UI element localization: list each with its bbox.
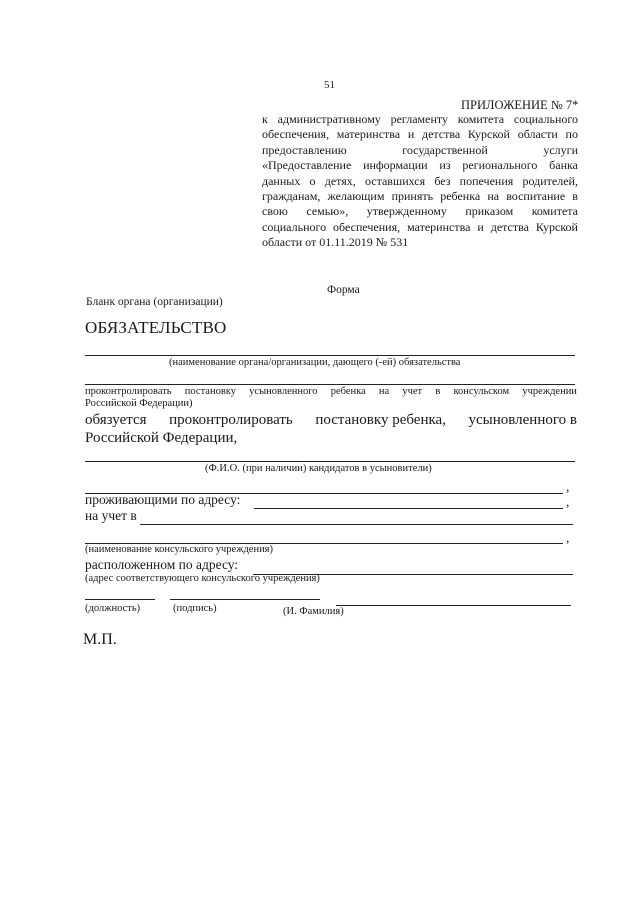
subject-text bbox=[85, 386, 577, 410]
appendix-text bbox=[262, 112, 578, 251]
comma: , bbox=[566, 530, 570, 545]
position-line bbox=[85, 599, 155, 600]
page-number: 51 bbox=[324, 79, 335, 91]
appendix-line: свою семью», утвержденному приказом комитета bbox=[262, 204, 578, 219]
obligation-line: Российской Федерации, bbox=[85, 430, 238, 446]
appendix-line: социального обеспечения, материнства и детства Курской bbox=[262, 219, 578, 234]
position-caption: (должность) bbox=[85, 603, 141, 614]
obligation-line: обязуется проконтролировать постановку ребенка, усыновленного в bbox=[85, 412, 577, 428]
appendix-line: обеспечения, материнства и детства Курской области по bbox=[262, 127, 578, 142]
caption-consulate-address: (адрес соответствующего консульского учреждения) bbox=[85, 573, 320, 584]
appendix-line: гражданам, желающим принять ребенка на воспитание в bbox=[262, 189, 578, 204]
caption-fio: (Ф.И.О. (при наличии) кандидатов в усыновители) bbox=[205, 463, 432, 474]
blank-label: Бланк органа (организации) bbox=[86, 296, 223, 308]
document-title: ОБЯЗАТЕЛЬСТВО bbox=[85, 318, 227, 337]
sign-caption: (подпись) bbox=[173, 603, 217, 614]
name-line bbox=[336, 605, 571, 606]
org-name-line bbox=[85, 355, 575, 356]
subject-text-line: проконтролировать постановку усыновленного ребенка на учет в консульском учреждении bbox=[85, 386, 577, 397]
registration-line bbox=[140, 524, 573, 525]
address-line bbox=[254, 508, 563, 509]
obligation-text bbox=[85, 411, 577, 447]
stamp-label: М.П. bbox=[83, 631, 117, 648]
appendix-line: области от 01.11.2019 № 531 bbox=[262, 235, 409, 250]
located-label: расположенном по адресу: bbox=[85, 557, 239, 572]
subject-text-line: Российской Федерации) bbox=[85, 398, 193, 409]
name-caption: (И. Фамилия) bbox=[283, 606, 344, 617]
appendix-line: к административному регламенту комитета социального bbox=[262, 112, 578, 126]
appendix-title: ПРИЛОЖЕНИЕ № 7* bbox=[461, 98, 579, 112]
caption-org: (наименование органа/организации, дающего (-ей) обязательства bbox=[169, 357, 461, 368]
appendix-line: «Предоставление информации из регионального банка bbox=[262, 158, 578, 173]
registered-label: на учет в bbox=[85, 508, 137, 523]
fio-line bbox=[85, 461, 575, 462]
appendix-line: предоставлению государственной услуги bbox=[262, 142, 578, 157]
subject-line bbox=[85, 384, 575, 385]
comma: , bbox=[566, 479, 570, 494]
residing-label: проживающими по адресу: bbox=[85, 492, 241, 507]
caption-consulate: (наименование консульского учреждения) bbox=[85, 544, 274, 555]
form-label: Форма bbox=[327, 284, 360, 296]
appendix-line: данных о детях, оставшихся без попечения родителей, bbox=[262, 173, 578, 188]
comma: , bbox=[566, 494, 570, 509]
sign-line bbox=[170, 599, 320, 600]
